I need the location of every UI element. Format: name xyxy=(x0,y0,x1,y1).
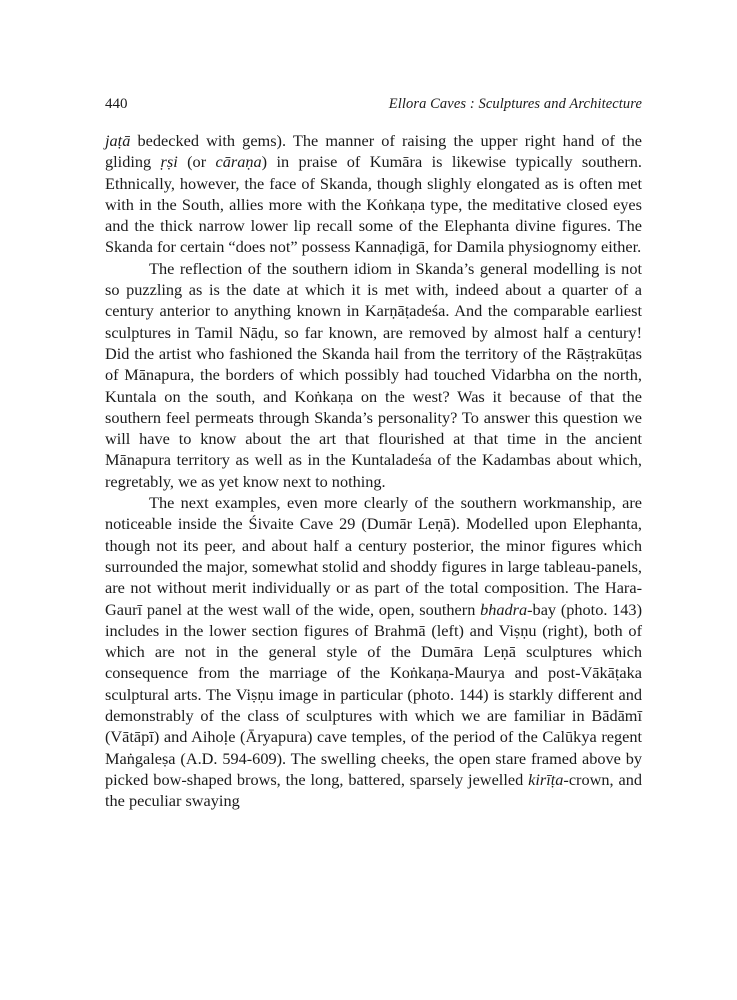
paragraph-2 xyxy=(105,258,642,492)
text-segment: bhadra xyxy=(480,599,528,619)
body-text xyxy=(105,130,642,812)
running-title: Ellora Caves : Sculptures and Architecture xyxy=(388,96,642,112)
text-segment: ) in praise of Kumāra is likewise typically southern. Ethnically, however, the face of Skanda, though slighly elongated as is often met with in the South, allies more with the Koṅkaṇa type, the meditative closed eyes and the thick narrow lower lip recall some of the Elephanta divine figures. The Skanda for certain “does not” possess Kannaḍigā, for Damila physiognomy either. xyxy=(105,152,642,257)
text-segment: jaṭā xyxy=(105,131,131,150)
text-segment: bedecked with gems). The manner of raising the upper right hand of the gliding xyxy=(105,131,642,172)
book-page xyxy=(105,96,642,812)
text-segment: ṛṣi xyxy=(160,152,178,172)
text-segment: The reflection of the southern idiom in Skanda’s general modelling is not so puzzling as is the date at which it is met with, indeed about a quarter of a century anterior to anything known in Karṇāṭadeśa. And the comparable earliest sculptures in Tamil Nāḍu, so far known, are removed by almost half a century! Did the artist who fashioned the Skanda hail from the territory of the Rāṣṭrakūṭas of Mānapura, the borders of which possibly had touched Vidarbha on the north, Kuntala on the south, and Koṅkaṇa on the west? Was it because of that the southern feel permeats through Skanda’s personality? To answer this question we will have to know about the art that flourished at that time in the ancient Mānapura territory as well as in the Kuntaladeśa of the Kadambas about which, regretably, we as yet know next to nothing. xyxy=(105,258,642,491)
text-segment: -crown, and the peculiar swaying xyxy=(105,769,643,811)
running-head xyxy=(105,96,642,120)
text-segment: (or xyxy=(177,152,216,172)
text-segment: The next examples, even more clearly of the southern workmanship, are noticeable inside the Śivaite Cave 29 (Dumār Leṇā). Modelled upon Elephanta, though not its peer, and about half a century posterior, the minor figures which surrounded the major, somewhat stolid and shoddy figures in large tableau-panels, are not without merit individually or as part of the total composition. The Hara-Gaurī panel at the west wall of the wide, open, southern xyxy=(105,493,642,619)
text-segment: kirīṭa xyxy=(528,769,564,789)
page-number: 440 xyxy=(105,96,128,112)
text-segment: -bay (photo. 143) includes in the lower section figures of Brahmā (left) and Viṣṇu (right), both of which are not in the general style of the Dumāra Leṇā sculptures which consequence from the marriage of the Koṅkaṇa-Maurya and post-Vākāṭaka sculptural arts. The Viṣṇu image in particular (photo. 144) is starkly different and demonstrably of the class of sculptures with which we are familiar in Bādāmī (Vātāpī) and Aihoḷe (Āryapura) cave temples, of the period of the Calūkya regent Maṅgaleṣa (A.D. 594-609). The swelling cheeks, the open stare framed above by picked bow-shaped brows, the long, battered, sparsely jewelled xyxy=(105,599,642,789)
text-segment: cāraṇa xyxy=(215,152,262,172)
paragraph-3 xyxy=(105,492,642,811)
paragraph-1 xyxy=(105,130,642,258)
